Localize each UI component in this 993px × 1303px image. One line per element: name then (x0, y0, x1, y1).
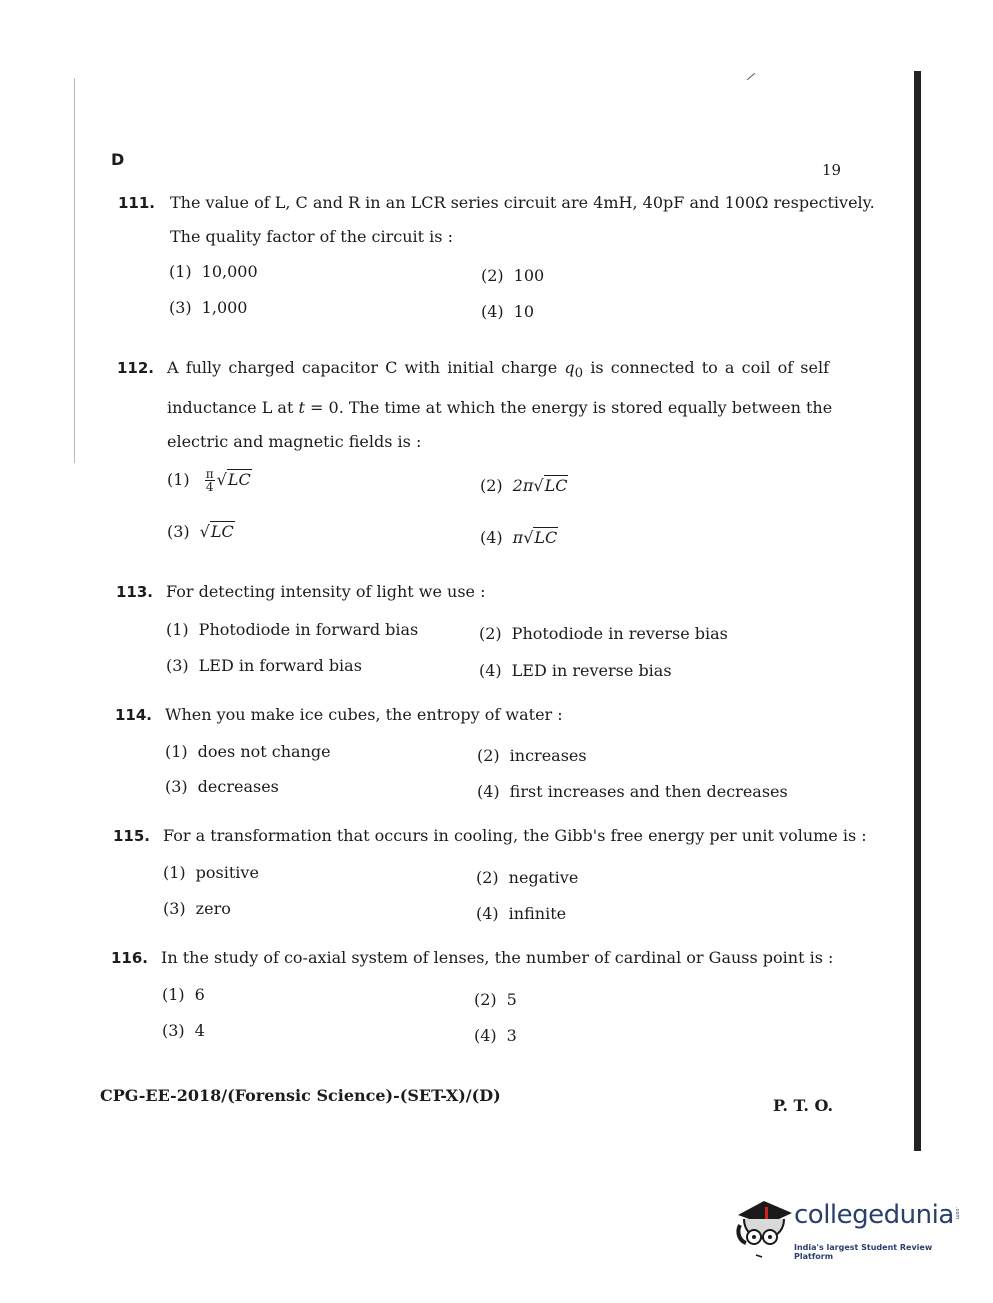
question-number: 112. (117, 359, 155, 377)
scan-mark-top (747, 73, 755, 80)
question-number: 111. (118, 194, 156, 212)
stem-line: The quality factor of the circuit is : (170, 227, 453, 246)
brand-name: collegedunia (794, 1200, 954, 1230)
collegedunia-watermark (734, 1195, 964, 1265)
stem-line: inductance L at t = 0. The time at which the energy is stored equally between the (167, 398, 833, 418)
option-1: (1) positive (163, 863, 259, 882)
option-4: (4) 10 (481, 302, 535, 321)
brand-tagline: India's largest Student Review Platform (794, 1243, 933, 1261)
option-4: (4) infinite (476, 904, 567, 923)
option-2: (2) 2π√LC (480, 476, 568, 495)
question-number: 116. (111, 949, 149, 967)
question-stem (165, 698, 563, 732)
footer-pto: P. T. O. (773, 1096, 834, 1115)
page-number: 19 (822, 161, 842, 179)
question-stem (166, 575, 486, 609)
option-4: (4) 3 (474, 1026, 517, 1045)
question-stem (170, 186, 875, 254)
option-3: (3) LED in forward bias (166, 656, 362, 675)
question-number: 114. (115, 706, 153, 724)
option-3: (3) zero (163, 899, 231, 918)
option-2: (2) increases (477, 746, 587, 765)
option-1: (1) Photodiode in forward bias (166, 620, 419, 639)
stem-line: In the study of co-axial system of lenses, the number of cardinal or Gauss point is : (161, 948, 834, 967)
option-3: (3) 1,000 (169, 298, 248, 317)
option-2: (2) 5 (474, 990, 517, 1009)
question-stem (163, 819, 867, 853)
option-3: (3) √LC (167, 522, 234, 541)
option-3: (3) decreases (165, 777, 279, 796)
stem-line: When you make ice cubes, the entropy of water : (165, 705, 563, 724)
option-1: (1) does not change (165, 742, 331, 761)
option-3: (3) 4 (162, 1021, 205, 1040)
scan-edge-right (914, 71, 921, 1151)
option-4: (4) LED in reverse bias (479, 661, 672, 680)
stem-line: A fully charged capacitor C with initial charge $q_0$ is connected to a coil of self (167, 358, 830, 382)
footer-exam-code: CPG-EE-2018/(Forensic Science)-(SET-X)/(D) (100, 1086, 501, 1105)
option-1: (1) $\frac{\pi}{4}$ √LC (167, 467, 251, 494)
stem-line: For detecting intensity of light we use : (166, 582, 486, 601)
fraction: $\frac{\pi}{4}$ (205, 467, 214, 494)
brand-tld: .com (954, 1207, 960, 1220)
option-2: (2) Photodiode in reverse bias (479, 624, 728, 643)
option-1: (1) 10,000 (169, 262, 258, 281)
stem-line: The value of L, C and R in an LCR series circuit are 4mH, 40pF and 100Ω respectively. (170, 193, 875, 212)
set-letter: D (111, 150, 125, 169)
option-2: (2) 100 (481, 266, 545, 285)
stem-line: For a transformation that occurs in cooling, the Gibb's free energy per unit volume is : (163, 826, 867, 845)
option-4: (4) first increases and then decreases (477, 782, 788, 801)
option-4: (4) π√LC (480, 528, 558, 547)
question-stem (161, 941, 833, 975)
scan-line-left (74, 78, 75, 463)
mascot-logo-icon (734, 1197, 794, 1259)
option-1: (1) 6 (162, 985, 205, 1004)
stem-line: electric and magnetic fields is : (167, 432, 422, 452)
question-number: 115. (113, 827, 151, 845)
question-stem (167, 351, 833, 459)
option-2: (2) negative (476, 868, 579, 887)
question-number: 113. (116, 583, 154, 601)
